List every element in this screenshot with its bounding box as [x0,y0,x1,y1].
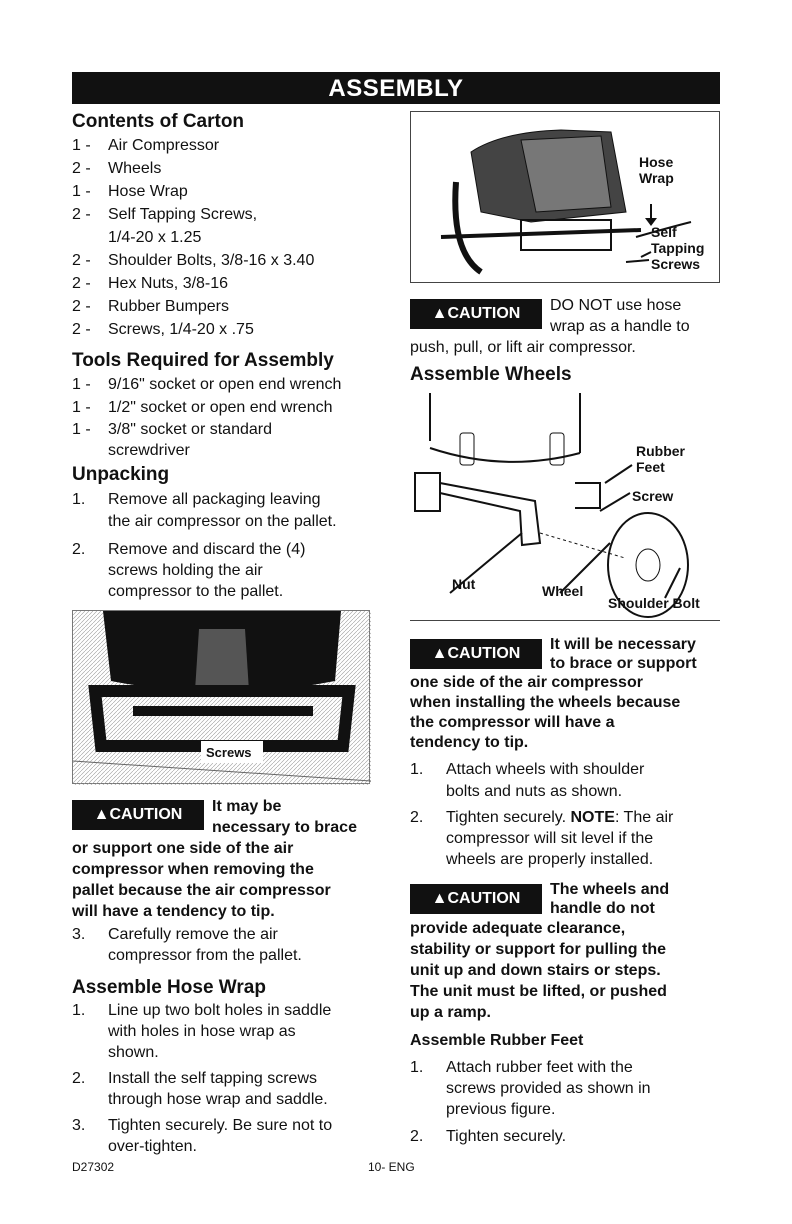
list-item: 1. Attach wheels with shoulder bolts and nuts as shown. [410,761,645,800]
list-item: 2 - Wheels [72,160,162,177]
list-item: 2 - Hex Nuts, 3/8-16 [72,275,229,292]
list-item: 2. Tighten securely. NOTE: The air compressor will sit level if the wheels are properly installed. [410,809,674,868]
list-item: 2. Tighten securely. [410,1128,567,1145]
tools-title: Tools Required for Assembly [72,350,334,371]
page-number: 10- ENG [368,1160,415,1174]
list-item: 1. Line up two bolt holes in saddle with holes in hose wrap as shown. [72,1002,332,1061]
list-item: 3. Tighten securely. Be sure not to over-tighten. [72,1117,333,1155]
contents-list [72,134,382,341]
caution-badge: ▲CAUTION [410,884,542,914]
list-item: 1 - 9/16" socket or open end wrench [72,376,342,393]
right-column [410,110,722,1147]
list-item: 2. Remove and discard the (4) screws holding the air compressor to the pallet. [72,541,306,600]
hose-label: Hose Wrap [639,154,674,186]
list-item: 1 - 3/8" socket or standard screwdriver [72,421,272,459]
list-item: 1. Remove all packaging leaving the air compressor on the pallet. [72,491,337,530]
page-banner: ASSEMBLY [72,72,720,104]
list-item: 3. Carefully remove the air compressor from the pallet. [72,926,302,964]
wheels-title: Assemble Wheels [410,364,572,385]
list-item: 2 - Screws, 1/4-20 x .75 [72,321,254,338]
rubber-feet-title: Assemble Rubber Feet [410,1032,584,1049]
list-item: 1 - 1/2" socket or open end wrench [72,399,333,416]
shoulder-bolt-label: Shoulder Bolt [608,595,700,611]
wheel-label: Wheel [542,583,584,599]
self-tapping-screws-label: Self Tapping Screws [651,224,705,272]
tools-list [72,373,382,461]
hose-wrap-figure [410,111,720,283]
list-item: 1 - Air Compressor [72,137,220,154]
list-item: 2. Install the self tapping screws through hose wrap and saddle. [72,1070,328,1108]
caution-badge: ▲CAUTION [72,800,204,830]
caution-badge: ▲CAUTION [410,639,542,669]
wheels-figure [410,393,720,621]
list-item: 1 - Hose Wrap [72,183,188,200]
screws-label: Screws [206,745,252,760]
caution-badge: ▲CAUTION [410,299,542,329]
caution-block-stairs: ▲CAUTION The wheels and handle do not provide adequate clearance, stability or support for pulling the unit up and down stairs or steps. The unit must be lifted, or pushed up a ramp. [410,881,670,1021]
document-code: D27302 [72,1160,115,1174]
rubber-feet-label: Rubber Feet [636,443,685,475]
caution-block-wheels: ▲CAUTION It will be necessary to brace or support one side of the air compressor when installing the wheels because the compressor will have a tendency to tip. [410,636,697,751]
pallet-figure [72,610,370,784]
hose-wrap-title: Assemble Hose Wrap [72,977,266,998]
unpacking-title: Unpacking [72,464,170,485]
caution-block-pallet: ▲CAUTION It may be necessary to brace or support one side of the air compressor when removing the pallet because the air compressor will have a tendency to tip. [72,798,357,920]
screw-label: Screw [632,488,674,504]
list-item: 1. Attach rubber feet with the screws provided as shown in previous figure. [410,1059,651,1118]
list-item: 2 - Shoulder Bolts, 3/8-16 x 3.40 [72,252,315,269]
nut-label: Nut [452,576,476,592]
list-item: 2 - Rubber Bumpers [72,298,229,315]
list-item: 2 - Self Tapping Screws, 1/4-20 x 1.25 [72,206,258,246]
contents-title: Contents of Carton [72,111,245,132]
left-column [72,110,382,1157]
caution-block-handle: ▲CAUTION DO NOT use hose wrap as a handle to push, pull, or lift air compressor. [410,297,690,356]
